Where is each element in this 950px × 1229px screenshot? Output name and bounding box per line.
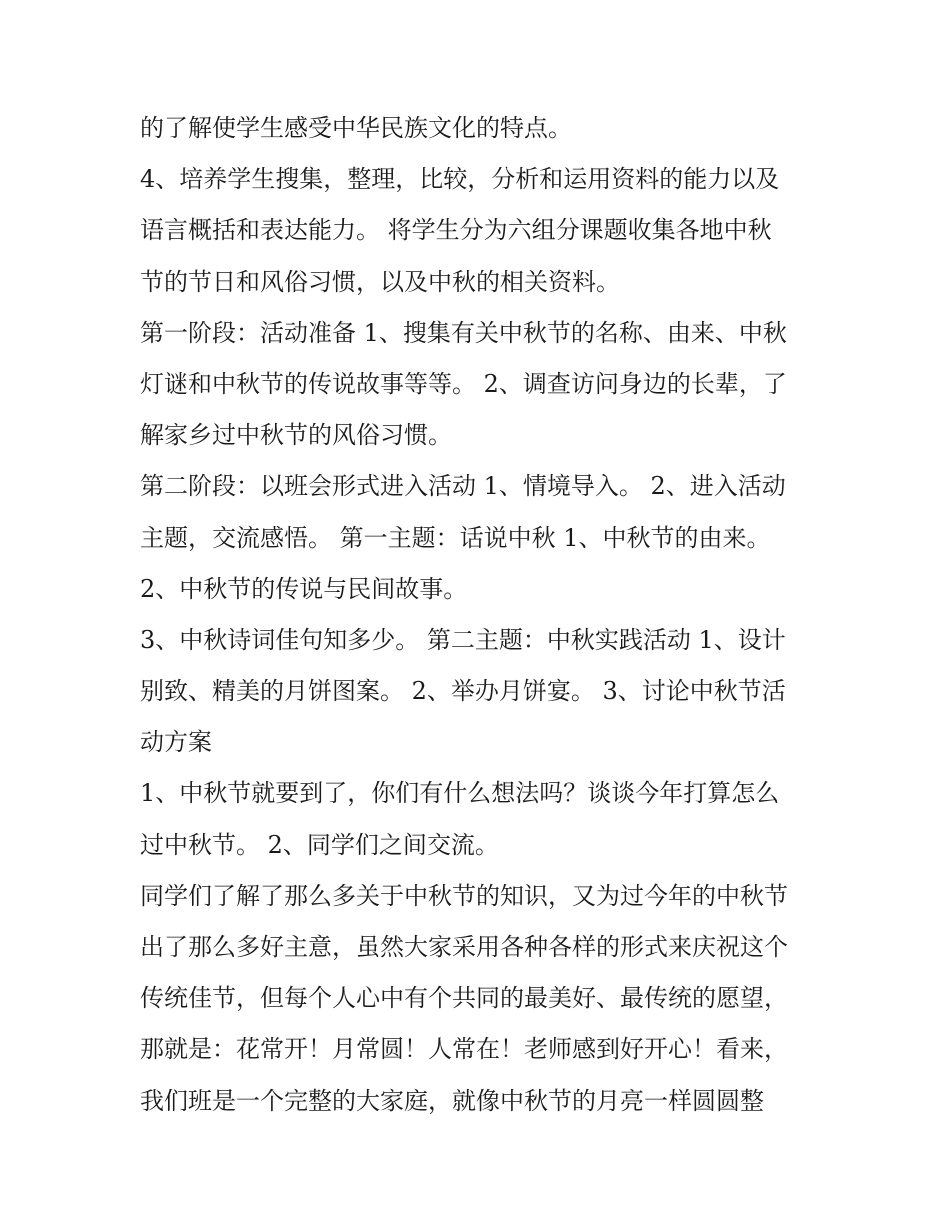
- text-line: 节的节日和风俗习惯，以及中秋的相关资料。: [140, 267, 620, 296]
- text-line: 别致、精美的月饼图案。 2、举办月饼宴。 3、讨论中秋节活: [140, 677, 786, 706]
- text-line: 动方案: [140, 728, 212, 757]
- text-line: 解家乡过中秋节的风俗习惯。: [140, 421, 452, 450]
- text-line: 主题，交流感悟。 第一主题：话说中秋 1、中秋节的由来。: [140, 523, 771, 552]
- text-line: 的了解使学生感受中华民族文化的特点。: [140, 114, 572, 142]
- document-body: [140, 103, 820, 1127]
- text-line: 第一阶段：活动准备 1、搜集有关中秋节的名称、由来、中秋: [140, 318, 787, 347]
- text-line: 4、培养学生搜集，整理，比较，分析和运用资料的能力以及: [140, 165, 780, 194]
- text-line: 我们班是一个完整的大家庭，就像中秋节的月亮一样圆圆整: [140, 1086, 764, 1115]
- text-line: 3、中秋诗词佳句知多少。 第二主题：中秋实践活动 1、设计: [140, 625, 786, 654]
- text-line: 语言概括和表达能力。 将学生分为六组分课题收集各地中秋: [140, 216, 772, 245]
- text-line: 那就是：花常开！月常圆！人常在！老师感到好开心！看来，: [140, 1035, 788, 1064]
- text-line: 过中秋节。 2、同学们之间交流。: [140, 830, 499, 859]
- text-line: 灯谜和中秋节的传说故事等等。 2、调查访问身边的长辈，了: [140, 369, 787, 398]
- text-line: 2、中秋节的传说与民间故事。: [140, 574, 468, 603]
- text-line: 同学们了解了那么多关于中秋节的知识，又为过今年的中秋节: [140, 881, 788, 910]
- text-line: 出了那么多好主意，虽然大家采用各种各样的形式来庆祝这个: [140, 933, 788, 961]
- text-line: 1、中秋节就要到了，你们有什么想法吗？谈谈今年打算怎么: [140, 779, 780, 808]
- text-line: 第二阶段：以班会形式进入活动 1、情境导入。 2、进入活动: [140, 472, 786, 501]
- text-line: 传统佳节，但每个人心中有个共同的最美好、最传统的愿望，: [140, 984, 788, 1013]
